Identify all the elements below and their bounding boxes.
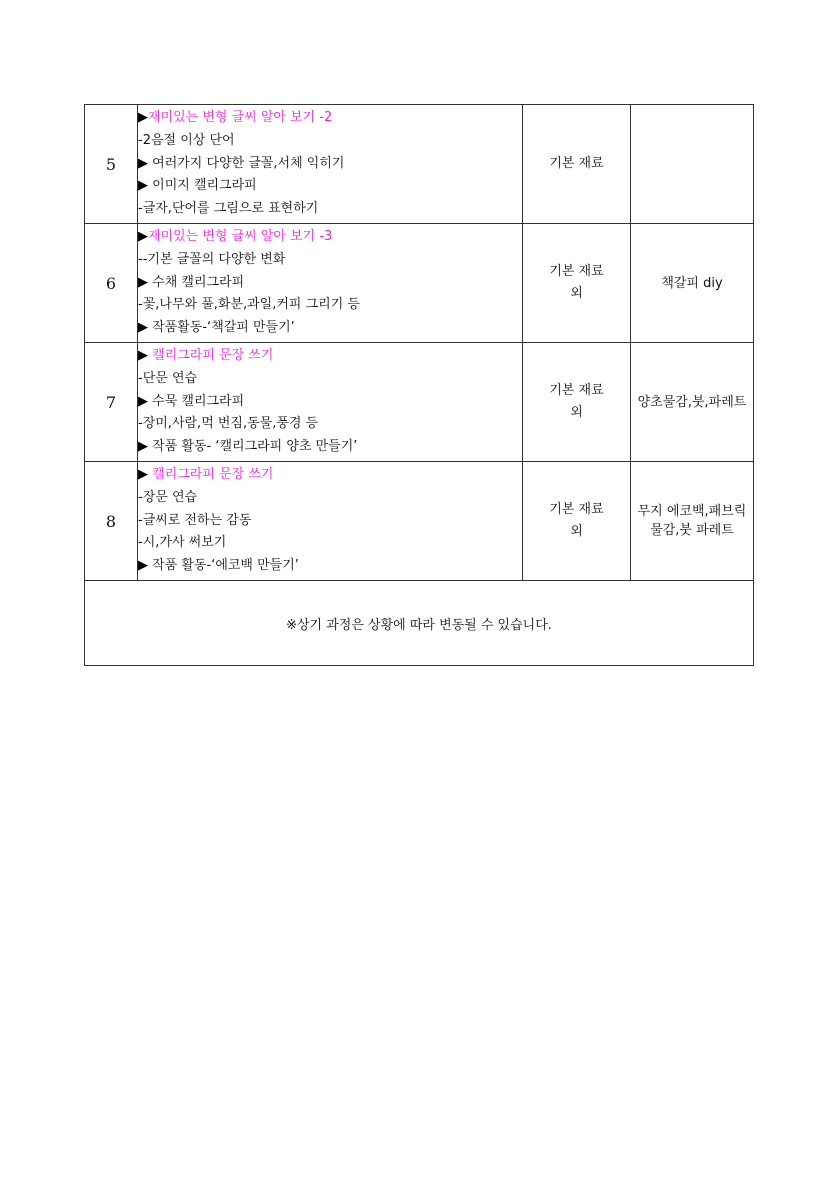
materials-cell bbox=[523, 462, 631, 581]
materials-text: 외 bbox=[570, 286, 583, 301]
change-notice: ※상기 과정은 상황에 따라 변동될 수 있습니다. bbox=[286, 617, 552, 633]
session-number: 8 bbox=[85, 462, 138, 581]
topic-heading: 캘리그라피 문장 쓰기 bbox=[148, 467, 274, 482]
triangle-bullet-icon: ▶ bbox=[138, 439, 148, 455]
content-line bbox=[138, 198, 522, 221]
materials-text: 기본 재료 bbox=[549, 383, 604, 398]
content-text: -장미,사람,먹 번짐,동물,풍경 등 bbox=[138, 416, 319, 432]
triangle-bullet-icon: ▶ bbox=[138, 558, 148, 574]
materials-cell bbox=[523, 224, 631, 343]
content-text: 이미지 캘리그라피 bbox=[148, 178, 257, 194]
triangle-bullet-icon: ▶ bbox=[138, 274, 148, 290]
session-number: 6 bbox=[85, 224, 138, 343]
session-content bbox=[138, 224, 523, 343]
content-text: 수채 캘리그라피 bbox=[148, 274, 245, 290]
session-number: 5 bbox=[85, 105, 138, 224]
triangle-bullet-icon: ▶ bbox=[138, 155, 148, 171]
content-text: -글씨로 전하는 감동 bbox=[138, 512, 252, 528]
content-line bbox=[138, 345, 522, 368]
preparation-text: 물감,붓 파레트 bbox=[650, 523, 734, 538]
session-content bbox=[138, 462, 523, 581]
topic-heading: 캘리그라피 문장 쓰기 bbox=[148, 348, 274, 363]
triangle-bullet-icon: ▶ bbox=[138, 320, 148, 336]
content-text: 여러가지 다양한 글꼴,서체 익히기 bbox=[148, 155, 345, 171]
session-row bbox=[85, 105, 754, 224]
triangle-bullet-icon: ▶ bbox=[138, 229, 148, 244]
content-line bbox=[138, 555, 522, 578]
session-content bbox=[138, 343, 523, 462]
content-text: --기본 글꼴의 다양한 변화 bbox=[138, 251, 286, 267]
session-row bbox=[85, 343, 754, 462]
triangle-bullet-icon: ▶ bbox=[138, 393, 148, 409]
content-text: -시,가사 써보기 bbox=[138, 535, 227, 551]
preparation-text: 양초물감,붓,파레트 bbox=[637, 394, 747, 410]
materials-text: 기본 재료 bbox=[549, 156, 604, 171]
note-cell bbox=[85, 581, 754, 666]
session-content bbox=[138, 105, 523, 224]
curriculum-table bbox=[84, 104, 754, 666]
content-text: 작품 활동-‘에코백 만들기’ bbox=[148, 558, 299, 574]
content-text: -단문 연습 bbox=[138, 370, 198, 386]
content-line bbox=[138, 107, 522, 130]
content-line bbox=[138, 391, 522, 414]
preparation-cell bbox=[631, 105, 754, 224]
note-row bbox=[85, 581, 754, 666]
content-line bbox=[138, 175, 522, 198]
content-line bbox=[138, 130, 522, 153]
content-line bbox=[138, 249, 522, 272]
content-line bbox=[138, 368, 522, 391]
session-row bbox=[85, 462, 754, 581]
topic-heading: 재미있는 변형 글씨 알아 보기 -2 bbox=[148, 110, 333, 125]
preparation-cell bbox=[631, 343, 754, 462]
materials-cell bbox=[523, 343, 631, 462]
preparation-cell bbox=[631, 462, 754, 581]
materials-text: 기본 재료 bbox=[549, 502, 604, 517]
content-line bbox=[138, 464, 522, 487]
content-line bbox=[138, 272, 522, 295]
content-line bbox=[138, 294, 522, 317]
content-text: -꽃,나무와 풀,화분,과일,커피 그리기 등 bbox=[138, 297, 360, 313]
content-line bbox=[138, 487, 522, 510]
preparation-text: 무지 에코백,패브릭 bbox=[637, 504, 747, 519]
content-text: -장문 연습 bbox=[138, 489, 198, 505]
content-text: 작품활동-‘책갈피 만들기’ bbox=[148, 320, 295, 336]
content-line bbox=[138, 532, 522, 555]
content-text: 작품 활동- ‘캘리그라피 양초 만들기’ bbox=[148, 439, 358, 455]
preparation-cell bbox=[631, 224, 754, 343]
materials-cell bbox=[523, 105, 631, 224]
content-line bbox=[138, 153, 522, 176]
triangle-bullet-icon: ▶ bbox=[138, 348, 148, 363]
materials-text: 기본 재료 bbox=[549, 264, 604, 279]
content-line bbox=[138, 510, 522, 533]
content-text: 수묵 캘리그라피 bbox=[148, 393, 245, 409]
preparation-text: 책갈피 diy bbox=[661, 275, 723, 291]
materials-text: 외 bbox=[570, 524, 583, 539]
topic-heading: 재미있는 변형 글씨 알아 보기 -3 bbox=[148, 229, 333, 244]
curriculum-table-body bbox=[85, 105, 754, 666]
session-number: 7 bbox=[85, 343, 138, 462]
content-text: -2음절 이상 단어 bbox=[138, 132, 235, 148]
triangle-bullet-icon: ▶ bbox=[138, 467, 148, 482]
content-line bbox=[138, 317, 522, 340]
materials-text: 외 bbox=[570, 405, 583, 420]
content-line bbox=[138, 436, 522, 459]
content-text: -글자,단어를 그림으로 표현하기 bbox=[138, 201, 319, 217]
session-row bbox=[85, 224, 754, 343]
triangle-bullet-icon: ▶ bbox=[138, 178, 148, 194]
triangle-bullet-icon: ▶ bbox=[138, 110, 148, 125]
content-line bbox=[138, 413, 522, 436]
content-line bbox=[138, 226, 522, 249]
